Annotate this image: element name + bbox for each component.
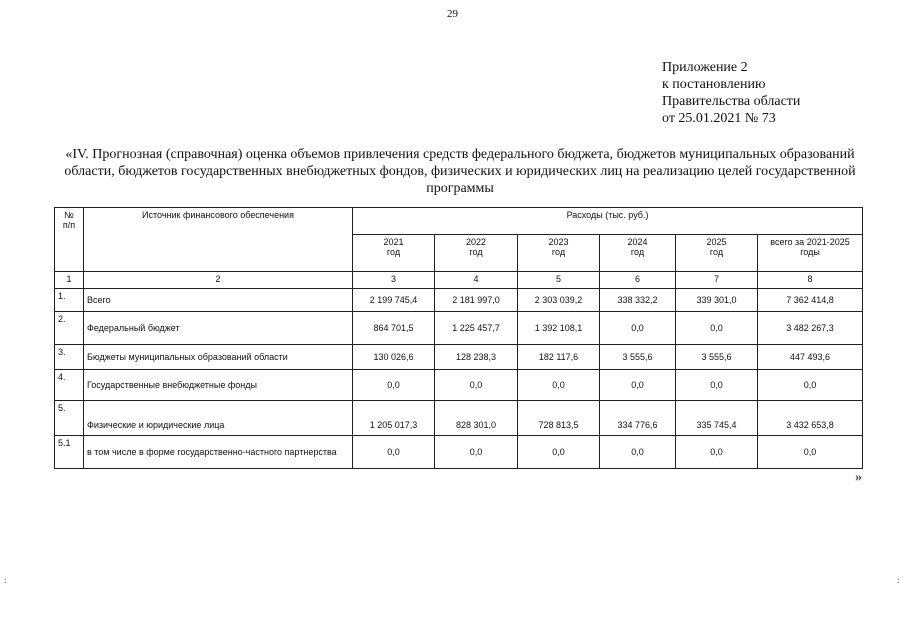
row-value: 128 238,3 [435, 345, 518, 370]
table-row [55, 312, 863, 345]
table-row [55, 401, 863, 436]
col-number: 5 [518, 272, 600, 289]
row-value: 1 205 017,3 [353, 401, 435, 436]
row-value: 3 432 653,8 [758, 401, 863, 436]
row-number: 5.1 [55, 436, 84, 469]
annex-block [662, 59, 800, 127]
row-value: 0,0 [676, 436, 758, 469]
row-source: в том числе в форме государственно-частного партнерства [84, 436, 353, 469]
row-value: 130 026,6 [353, 345, 435, 370]
row-number: 4. [55, 370, 84, 401]
margin-mark-left: : [4, 575, 7, 585]
row-source: Государственные внебюджетные фонды [84, 370, 353, 401]
row-value: 728 813,5 [518, 401, 600, 436]
row-value: 338 332,2 [600, 289, 676, 312]
row-value: 0,0 [758, 370, 863, 401]
header-year: 2024 год [600, 235, 676, 272]
header-total: всего за 2021-2025 годы [758, 235, 863, 272]
page-number: 29 [447, 8, 458, 20]
row-value: 0,0 [353, 436, 435, 469]
row-source: Бюджеты муниципальных образований области [84, 345, 353, 370]
row-value: 0,0 [518, 370, 600, 401]
annex-line: от 25.01.2021 № 73 [662, 111, 776, 126]
row-value: 339 301,0 [676, 289, 758, 312]
col-number: 8 [758, 272, 863, 289]
header-year: 2025 год [676, 235, 758, 272]
table-row [55, 345, 863, 370]
row-value: 2 303 039,2 [518, 289, 600, 312]
row-value: 2 181 997,0 [435, 289, 518, 312]
row-source: Физические и юридические лица [84, 401, 353, 436]
annex-line: Приложение 2 [662, 60, 748, 75]
row-value: 3 555,6 [676, 345, 758, 370]
row-value: 0,0 [518, 436, 600, 469]
row-value: 0,0 [676, 312, 758, 345]
row-source: Всего [84, 289, 353, 312]
row-value: 447 493,6 [758, 345, 863, 370]
col-number: 3 [353, 272, 435, 289]
row-number: 1. [55, 289, 84, 312]
row-value: 864 701,5 [353, 312, 435, 345]
row-value: 335 745,4 [676, 401, 758, 436]
header-year: 2021 год [353, 235, 435, 272]
row-value: 182 117,6 [518, 345, 600, 370]
annex-line: Правительства области [662, 94, 801, 109]
row-number: 5. [55, 401, 84, 436]
table-row [55, 289, 863, 312]
col-number: 4 [435, 272, 518, 289]
financing-table [54, 207, 863, 469]
row-value: 0,0 [600, 436, 676, 469]
margin-mark-right: : [897, 575, 900, 585]
header-year: 2022 год [435, 235, 518, 272]
col-number: 6 [600, 272, 676, 289]
table-row [55, 370, 863, 401]
row-source: Федеральный бюджет [84, 312, 353, 345]
row-value: 0,0 [435, 436, 518, 469]
row-value: 0,0 [600, 312, 676, 345]
row-value: 828 301,0 [435, 401, 518, 436]
col-number: 1 [55, 272, 84, 289]
row-value: 334 776,6 [600, 401, 676, 436]
row-value: 0,0 [758, 436, 863, 469]
row-value: 3 482 267,3 [758, 312, 863, 345]
row-value: 1 225 457,7 [435, 312, 518, 345]
row-value: 0,0 [435, 370, 518, 401]
row-value: 3 555,6 [600, 345, 676, 370]
header-num: № п/п [55, 208, 84, 272]
row-value: 1 392 108,1 [518, 312, 600, 345]
row-number: 3. [55, 345, 84, 370]
row-value: 0,0 [600, 370, 676, 401]
section-heading: «IV. Прогнозная (справочная) оценка объемов привлечения средств федерального бюджета, бюджетов муниципальных образований области, бюджетов государственных внебюджетных фондов, физических и юридических лиц на реализацию целей государственной программы [64, 147, 856, 196]
col-number: 7 [676, 272, 758, 289]
header-expenses: Расходы (тыс. руб.) [353, 208, 863, 235]
row-number: 2. [55, 312, 84, 345]
table-row [55, 436, 863, 469]
row-value: 0,0 [353, 370, 435, 401]
row-value: 7 362 414,8 [758, 289, 863, 312]
header-year: 2023 год [518, 235, 600, 272]
header-source: Источник финансового обеспечения [84, 208, 353, 272]
annex-line: к постановлению [662, 77, 766, 92]
col-number: 2 [84, 272, 353, 289]
closing-quote: » [855, 470, 862, 485]
row-value: 0,0 [676, 370, 758, 401]
row-value: 2 199 745,4 [353, 289, 435, 312]
